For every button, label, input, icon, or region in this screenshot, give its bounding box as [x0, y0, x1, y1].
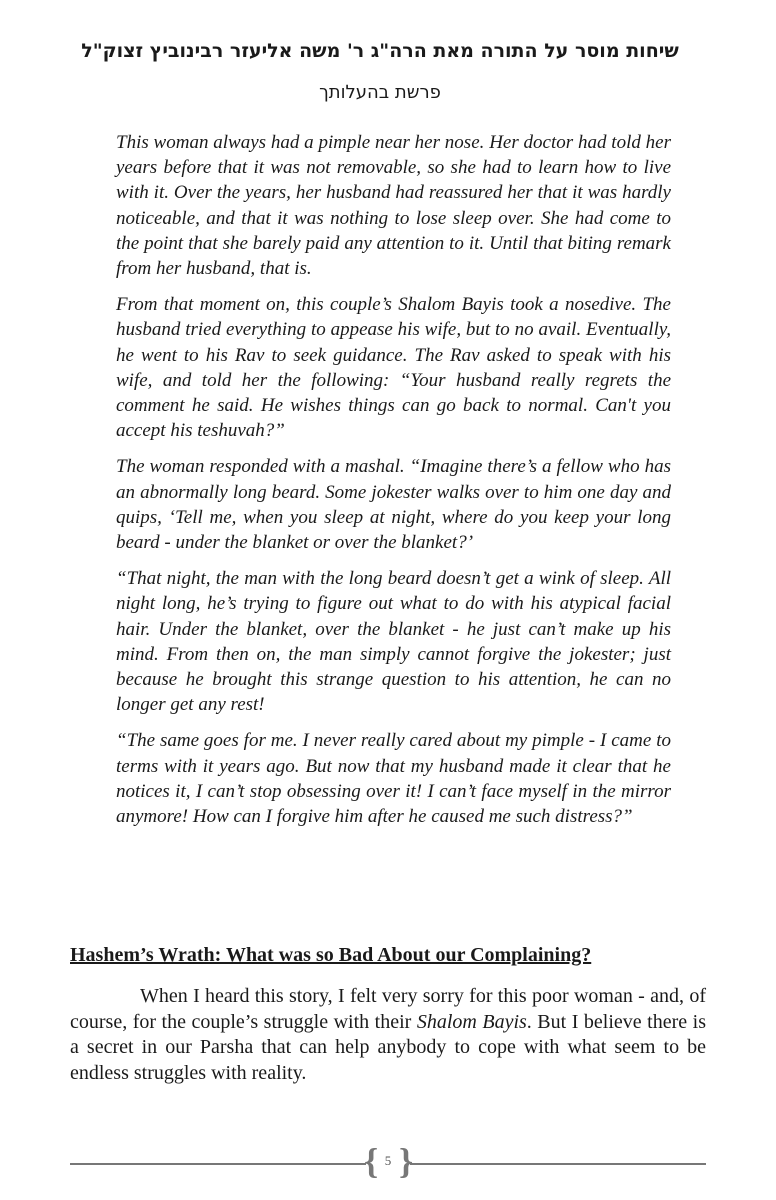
footer-rule-left	[70, 1163, 366, 1165]
page-number: 5	[384, 1153, 392, 1168]
quote-paragraph: “The same goes for me. I never really cared about my pimple - I came to terms with it years ago. But now that my husband made it clear that he notices it, I can’t stop obsessing over it! I can’t face myself in the mirror anymore! How can I forgive him after he caused me such distress?”	[116, 730, 671, 828]
left-brace-ornament: {	[364, 1141, 379, 1181]
quote-paragraph: This woman always had a pimple near her nose. Her doctor had told her years before that it was not removable, so she had to learn how to live with it. Over the years, her husband had reassured her that it was hardly noticeable, and that it was nothing to lose sleep over. She had come to the point that she barely paid any attention to it. Until that biting remark from her husband, that is.	[116, 132, 671, 280]
body-text-part: . But I believe there is a secret in our Parsha that can help anybody to cope with what seem to be endless struggles with reality.	[70, 1010, 706, 1084]
parsha-title: פרשת בהעלותך	[319, 82, 441, 103]
body-paragraph	[70, 984, 706, 1086]
quote-paragraph: “That night, the man with the long beard doesn’t get a wink of sleep. All night long, he’s trying to figure out what to do with his atypical facial hair. Under the blanket, over the blanket - he just can’t make up his mind. From then on, the man simply cannot forgive the jokester; just because he brought this strange question to his attention, he can no longer get any rest!	[116, 568, 671, 716]
right-brace-ornament: }	[399, 1141, 414, 1181]
footer-rule-right	[410, 1163, 706, 1165]
book-title: שיחות מוסר על התורה מאת הרה"ג ר' משה אליעזר רבינוביץ זצוק"ל	[81, 40, 679, 62]
story-quote	[116, 130, 671, 840]
section-heading: Hashem’s Wrath: What was so Bad About our Complaining?	[70, 944, 592, 966]
quote-paragraph: From that moment on, this couple’s Shalom Bayis took a nosedive. The husband tried everything to appease his wife, but to no avail. Eventually, he went to his Rav to seek guidance. The Rav asked to speak with his wife, and told her the following: “Your husband really regrets the comment he said. He wishes things can go back to normal. Can't you accept his teshuvah?”	[116, 294, 671, 442]
quote-paragraph: The woman responded with a mashal. “Imagine there’s a fellow who has an abnormally long beard. Some jokester walks over to him one day and quips, ‘Tell me, when you sleep at night, where do you keep your long beard - under the blanket or over the blanket?’	[116, 456, 671, 554]
body-text-part: When I heard this story, I felt very sorry for this poor woman - and, of course, for the couple’s struggle with their	[70, 985, 706, 1033]
body-text-italic: Shalom Bayis	[416, 1010, 527, 1033]
